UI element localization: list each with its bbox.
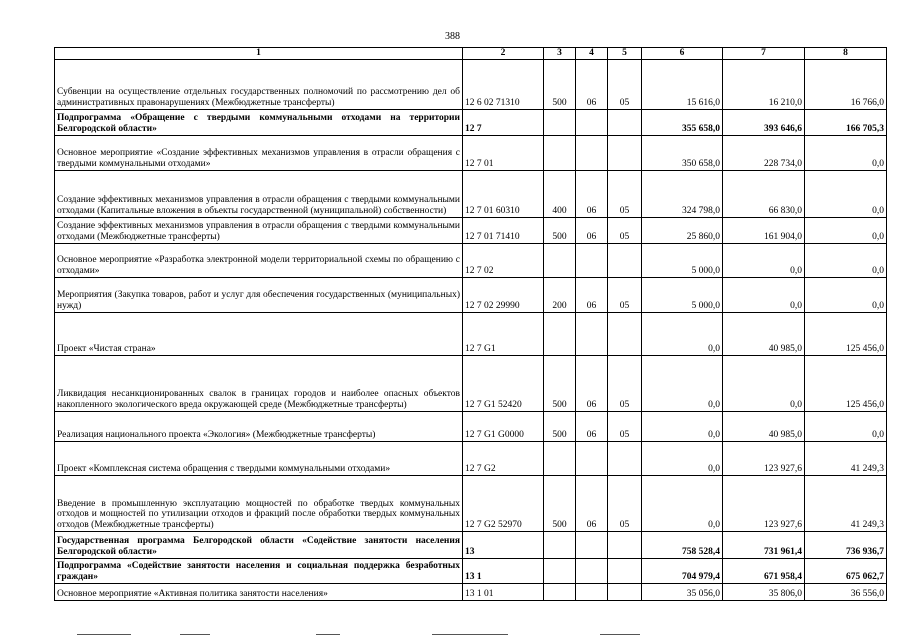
table-row — [55, 110, 887, 136]
table-row — [55, 218, 887, 244]
row-name: Введение в промышленную эксплуатацию мощностей по обработке твердых коммунальных отходов и мощностей по утилизации отходов и фракций после обработки твердых коммунальных отходов (Межбюджетные трансферты) — [55, 476, 463, 532]
row-amount-year2: 0,0 — [723, 278, 805, 313]
row-expense-type — [544, 110, 576, 136]
row-amount-year1: 0,0 — [642, 356, 723, 412]
row-amount-year1: 0,0 — [642, 442, 723, 476]
table-row — [55, 412, 887, 442]
header-cell: 3 — [544, 48, 576, 60]
row-code: 12 7 G1 — [463, 313, 544, 356]
row-amount-year2: 16 210,0 — [723, 60, 805, 110]
row-expense-type — [544, 559, 576, 584]
row-subsection — [608, 313, 642, 356]
row-expense-type — [544, 442, 576, 476]
row-amount-year3: 0,0 — [805, 218, 887, 244]
row-subsection: 05 — [608, 218, 642, 244]
header-cell: 7 — [723, 48, 805, 60]
row-subsection — [608, 110, 642, 136]
budget-table — [54, 47, 887, 601]
row-amount-year3: 0,0 — [805, 244, 887, 278]
row-amount-year2: 35 806,0 — [723, 584, 805, 601]
row-section: 06 — [576, 171, 608, 218]
row-code: 12 7 G2 52970 — [463, 476, 544, 532]
row-code: 12 7 01 71410 — [463, 218, 544, 244]
row-amount-year3: 0,0 — [805, 278, 887, 313]
row-amount-year2: 123 927,6 — [723, 476, 805, 532]
row-name: Создание эффективных механизмов управления в отрасли обращения с твердыми коммунальными отходами (Межбюджетные трансферты) — [55, 218, 463, 244]
row-amount-year2: 671 958,4 — [723, 559, 805, 584]
row-amount-year3: 41 249,3 — [805, 442, 887, 476]
row-amount-year1: 324 798,0 — [642, 171, 723, 218]
row-amount-year2: 0,0 — [723, 244, 805, 278]
table-row — [55, 356, 887, 412]
row-code: 12 7 G1 G0000 — [463, 412, 544, 442]
row-code: 13 1 — [463, 559, 544, 584]
header-cell: 8 — [805, 48, 887, 60]
row-section — [576, 559, 608, 584]
row-code: 12 7 01 60310 — [463, 171, 544, 218]
row-expense-type — [544, 244, 576, 278]
row-name: Создание эффективных механизмов управления в отрасли обращения с твердыми коммунальными отходами (Капитальные вложения в объекты государственной (муниципальной) собственности) — [55, 171, 463, 218]
row-amount-year2: 731 961,4 — [723, 532, 805, 559]
row-amount-year1: 355 658,0 — [642, 110, 723, 136]
table-row — [55, 60, 887, 110]
row-section: 06 — [576, 60, 608, 110]
row-amount-year3: 41 249,3 — [805, 476, 887, 532]
table-row — [55, 532, 887, 559]
row-amount-year1: 15 616,0 — [642, 60, 723, 110]
row-subsection: 05 — [608, 412, 642, 442]
row-expense-type: 500 — [544, 60, 576, 110]
row-name: Государственная программа Белгородской области «Содействие занятости населения Белгородской области» — [55, 532, 463, 559]
row-amount-year3: 0,0 — [805, 412, 887, 442]
row-expense-type: 400 — [544, 171, 576, 218]
table-row — [55, 313, 887, 356]
table-row — [55, 136, 887, 171]
table-row — [55, 559, 887, 584]
row-amount-year3: 36 556,0 — [805, 584, 887, 601]
table-row — [55, 476, 887, 532]
row-amount-year2: 40 985,0 — [723, 313, 805, 356]
row-section: 06 — [576, 218, 608, 244]
row-amount-year2: 40 985,0 — [723, 412, 805, 442]
row-subsection: 05 — [608, 356, 642, 412]
row-amount-year1: 5 000,0 — [642, 244, 723, 278]
row-expense-type — [544, 532, 576, 559]
row-expense-type: 500 — [544, 476, 576, 532]
row-code: 12 7 G2 — [463, 442, 544, 476]
row-amount-year1: 704 979,4 — [642, 559, 723, 584]
row-amount-year3: 16 766,0 — [805, 60, 887, 110]
row-amount-year3: 736 936,7 — [805, 532, 887, 559]
row-expense-type: 500 — [544, 356, 576, 412]
row-name: Мероприятия (Закупка товаров, работ и услуг для обеспечения государственных (муниципальных) нужд) — [55, 278, 463, 313]
row-amount-year3: 125 456,0 — [805, 313, 887, 356]
row-amount-year3: 675 062,7 — [805, 559, 887, 584]
row-amount-year1: 35 056,0 — [642, 584, 723, 601]
row-code: 13 — [463, 532, 544, 559]
row-section: 06 — [576, 278, 608, 313]
table-row — [55, 244, 887, 278]
row-expense-type: 500 — [544, 218, 576, 244]
table-row — [55, 584, 887, 601]
row-name: Реализация национального проекта «Экология» (Межбюджетные трансферты) — [55, 412, 463, 442]
row-section — [576, 532, 608, 559]
row-expense-type: 500 — [544, 412, 576, 442]
row-section — [576, 136, 608, 171]
footer-marks — [0, 630, 905, 640]
row-subsection — [608, 532, 642, 559]
row-expense-type — [544, 313, 576, 356]
header-cell: 5 — [608, 48, 642, 60]
row-amount-year2: 66 830,0 — [723, 171, 805, 218]
row-amount-year3: 125 456,0 — [805, 356, 887, 412]
row-amount-year1: 758 528,4 — [642, 532, 723, 559]
row-section — [576, 110, 608, 136]
row-expense-type: 200 — [544, 278, 576, 313]
row-subsection — [608, 136, 642, 171]
row-amount-year2: 0,0 — [723, 356, 805, 412]
row-subsection: 05 — [608, 476, 642, 532]
header-row — [55, 48, 887, 60]
row-subsection — [608, 442, 642, 476]
row-code: 13 1 01 — [463, 584, 544, 601]
row-name: Проект «Комплексная система обращения с твердыми коммунальными отходами» — [55, 442, 463, 476]
row-section: 06 — [576, 476, 608, 532]
row-section — [576, 442, 608, 476]
row-amount-year1: 0,0 — [642, 412, 723, 442]
row-subsection — [608, 244, 642, 278]
row-subsection — [608, 584, 642, 601]
row-subsection: 05 — [608, 60, 642, 110]
header-cell: 1 — [55, 48, 463, 60]
row-section: 06 — [576, 356, 608, 412]
table-row — [55, 442, 887, 476]
row-expense-type — [544, 136, 576, 171]
row-code: 12 7 02 29990 — [463, 278, 544, 313]
row-code: 12 7 — [463, 110, 544, 136]
row-amount-year2: 161 904,0 — [723, 218, 805, 244]
header-cell: 2 — [463, 48, 544, 60]
row-code: 12 6 02 71310 — [463, 60, 544, 110]
row-name: Основное мероприятие «Активная политика занятости населения» — [55, 584, 463, 601]
row-amount-year1: 0,0 — [642, 313, 723, 356]
row-amount-year1: 25 860,0 — [642, 218, 723, 244]
page-number: 388 — [445, 31, 460, 42]
row-section: 06 — [576, 412, 608, 442]
row-code: 12 7 02 — [463, 244, 544, 278]
row-amount-year1: 350 658,0 — [642, 136, 723, 171]
row-section — [576, 244, 608, 278]
row-amount-year3: 0,0 — [805, 171, 887, 218]
row-name: Проект «Чистая страна» — [55, 313, 463, 356]
row-name: Ликвидация несанкционированных свалок в границах городов и наиболее опасных объектов накопленного экологического вреда окружающей среде (Межбюджетные трансферты) — [55, 356, 463, 412]
row-subsection: 05 — [608, 171, 642, 218]
row-name: Субвенции на осуществление отдельных государственных полномочий по рассмотрению дел об административных правонарушениях (Межбюджетные трансферты) — [55, 60, 463, 110]
row-amount-year2: 228 734,0 — [723, 136, 805, 171]
row-code: 12 7 01 — [463, 136, 544, 171]
row-section — [576, 313, 608, 356]
row-subsection — [608, 559, 642, 584]
row-code: 12 7 G1 52420 — [463, 356, 544, 412]
row-expense-type — [544, 584, 576, 601]
row-amount-year1: 0,0 — [642, 476, 723, 532]
row-amount-year1: 5 000,0 — [642, 278, 723, 313]
row-name: Основное мероприятие «Создание эффективных механизмов управления в отрасли обращения с твердыми коммунальными отходами» — [55, 136, 463, 171]
row-subsection: 05 — [608, 278, 642, 313]
row-amount-year2: 393 646,6 — [723, 110, 805, 136]
table-row — [55, 278, 887, 313]
row-amount-year2: 123 927,6 — [723, 442, 805, 476]
header-cell: 4 — [576, 48, 608, 60]
row-name: Подпрограмма «Содействие занятости населения и социальная поддержка безработных граждан» — [55, 559, 463, 584]
header-cell: 6 — [642, 48, 723, 60]
row-amount-year3: 0,0 — [805, 136, 887, 171]
row-section — [576, 584, 608, 601]
row-name: Подпрограмма «Обращение с твердыми коммунальными отходами на территории Белгородской области» — [55, 110, 463, 136]
row-name: Основное мероприятие «Разработка электронной модели территориальной схемы по обращению с отходами» — [55, 244, 463, 278]
row-amount-year3: 166 705,3 — [805, 110, 887, 136]
table-row — [55, 171, 887, 218]
